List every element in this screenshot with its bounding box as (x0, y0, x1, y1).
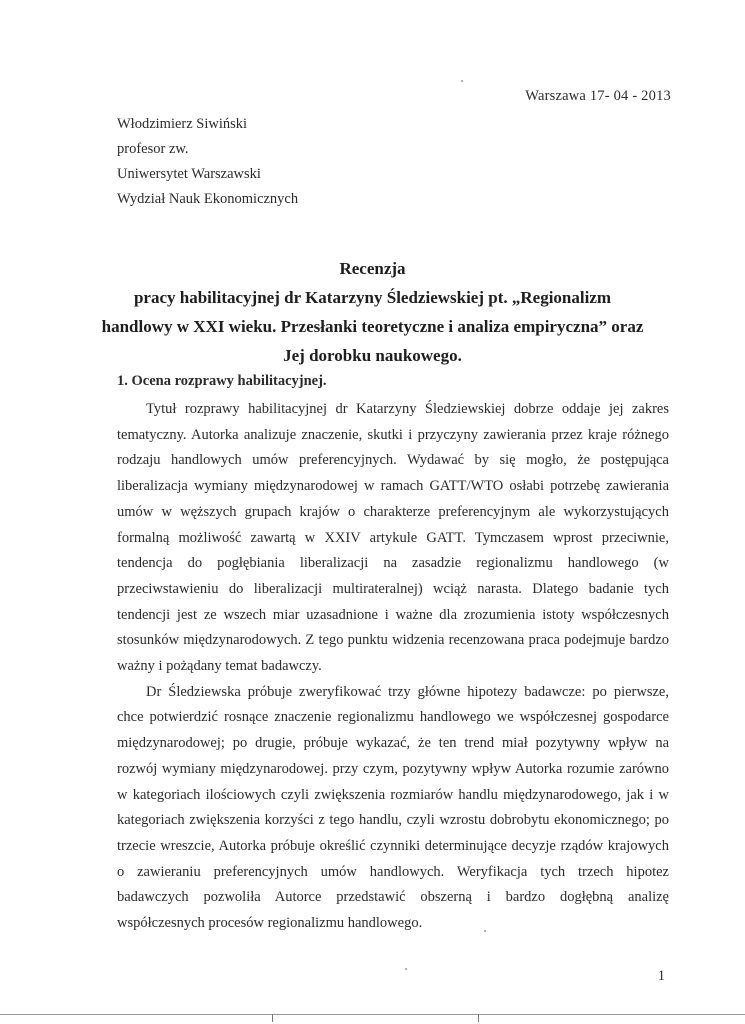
text-line: umów w węższych grupach krajów o charakterze preferencyjnym ale wykorzystujących (117, 503, 669, 520)
title-line: handlowy w XXI wieku. Przesłanki teoretyczne i analiza empiryczna” oraz (101, 317, 644, 336)
text-line: przeciwstawieniu do liberalizacji multirateralnej) wciąż narasta. Dlatego badanie tych (117, 580, 669, 597)
text-line: formalną możliwość zawartą w XXIV artykule GATT. Tymczasem wprost przeciwnie, (117, 529, 669, 546)
text-line: liberalizacja wymiany międzynarodowej w ramach GATT/WTO osłabi potrzebę zawierania (117, 478, 669, 495)
scan-speck (405, 968, 407, 970)
text-line: kategoriach zwiększenia korzyści z tego handlu, czyli wzrostu dobrobytu ekonomicznego; po (117, 812, 669, 829)
sender-block (117, 112, 298, 212)
text-line: tematyczny. Autorka analizuje znaczenie, skutki i przyczyny zawierania przez kraje różnego (117, 426, 669, 443)
sender-name: Włodzimierz Siwiński (117, 116, 248, 132)
text-line: Dr Śledziewska próbuje zweryfikować trzy główne hipotezy badawcze: po pierwsze, (146, 683, 669, 700)
document-title (100, 254, 645, 370)
text-line: tendencji jest ze wszech miar uzasadnione i ważne dla zrozumienia istoty współczesnych (117, 606, 669, 623)
text-line: rodzaju handlowych umów preferencyjnych. Wydawać by się mogło, że postępująca (117, 452, 669, 469)
text-line: Tytuł rozprawy habilitacyjnej dr Katarzyny Śledziewskiej dobrze oddaje jej zakres (146, 401, 669, 417)
text-line: ważny i pożądany temat badawczy. (117, 658, 322, 675)
section-heading: 1. Ocena rozprawy habilitacyjnej. (117, 373, 327, 389)
sender-university: Uniwersytet Warszawski (117, 166, 261, 182)
text-line: współczesnych procesów regionalizmu handlowego. (117, 915, 423, 932)
edge-tick (478, 1014, 479, 1022)
paragraph-1 (117, 397, 669, 680)
paragraph-2 (117, 680, 669, 937)
text-line: rozwój wymiany międzynarodowej. przy czym, pozytywny wpływ Autorka rozumie zarówno (117, 760, 669, 777)
title-line: pracy habilitacyjnej dr Katarzyny Śledziewskiej pt. „Regionalizm (133, 288, 612, 307)
title-line: Recenzja (339, 259, 406, 278)
page-number: 1 (657, 968, 665, 984)
text-line: badawczych pozwoliła Autorce przedstawić obszerną i bardzo dogłębną analizę (117, 889, 669, 906)
scan-speck (461, 80, 463, 82)
text-line: tendencja do pogłębiania liberalizacji na zasadzie regionalizmu handlowego (w (117, 555, 669, 572)
sender-title: profesor zw. (117, 141, 189, 157)
edge-tick (272, 1014, 273, 1022)
sender-faculty: Wydział Nauk Ekonomicznych (117, 191, 299, 207)
title-line: Jej dorobku naukowego. (283, 346, 462, 365)
text-line: chce potwierdzić rosnące znaczenie regionalizmu handlowego we współczesnej gospodarce (117, 709, 669, 726)
page-bottom-edge (0, 1014, 745, 1015)
scan-speck (484, 930, 486, 932)
letter-date: Warszawa 17- 04 - 2013 (525, 88, 671, 104)
text-line: o zawieraniu preferencyjnych umów handlowych. Weryfikacja tych trzech hipotez (117, 863, 669, 880)
text-line: stosunków międzynarodowych. Z tego punktu widzenia recenzowana praca podejmuje bardzo (117, 632, 669, 649)
text-line: w kategoriach ilościowych czyli zwiększenia rozmiarów handlu międzynarodowego, jak i w (117, 786, 669, 803)
text-line: trzecie wreszcie, Autorka próbuje określić czynniki determinujące decyzje rządów krajowych (117, 837, 669, 854)
body-text (117, 397, 669, 937)
text-line: międzynarodowej; po drugie, próbuje wykazać, że ten trend miał pozytywny wpływ na (117, 735, 669, 752)
